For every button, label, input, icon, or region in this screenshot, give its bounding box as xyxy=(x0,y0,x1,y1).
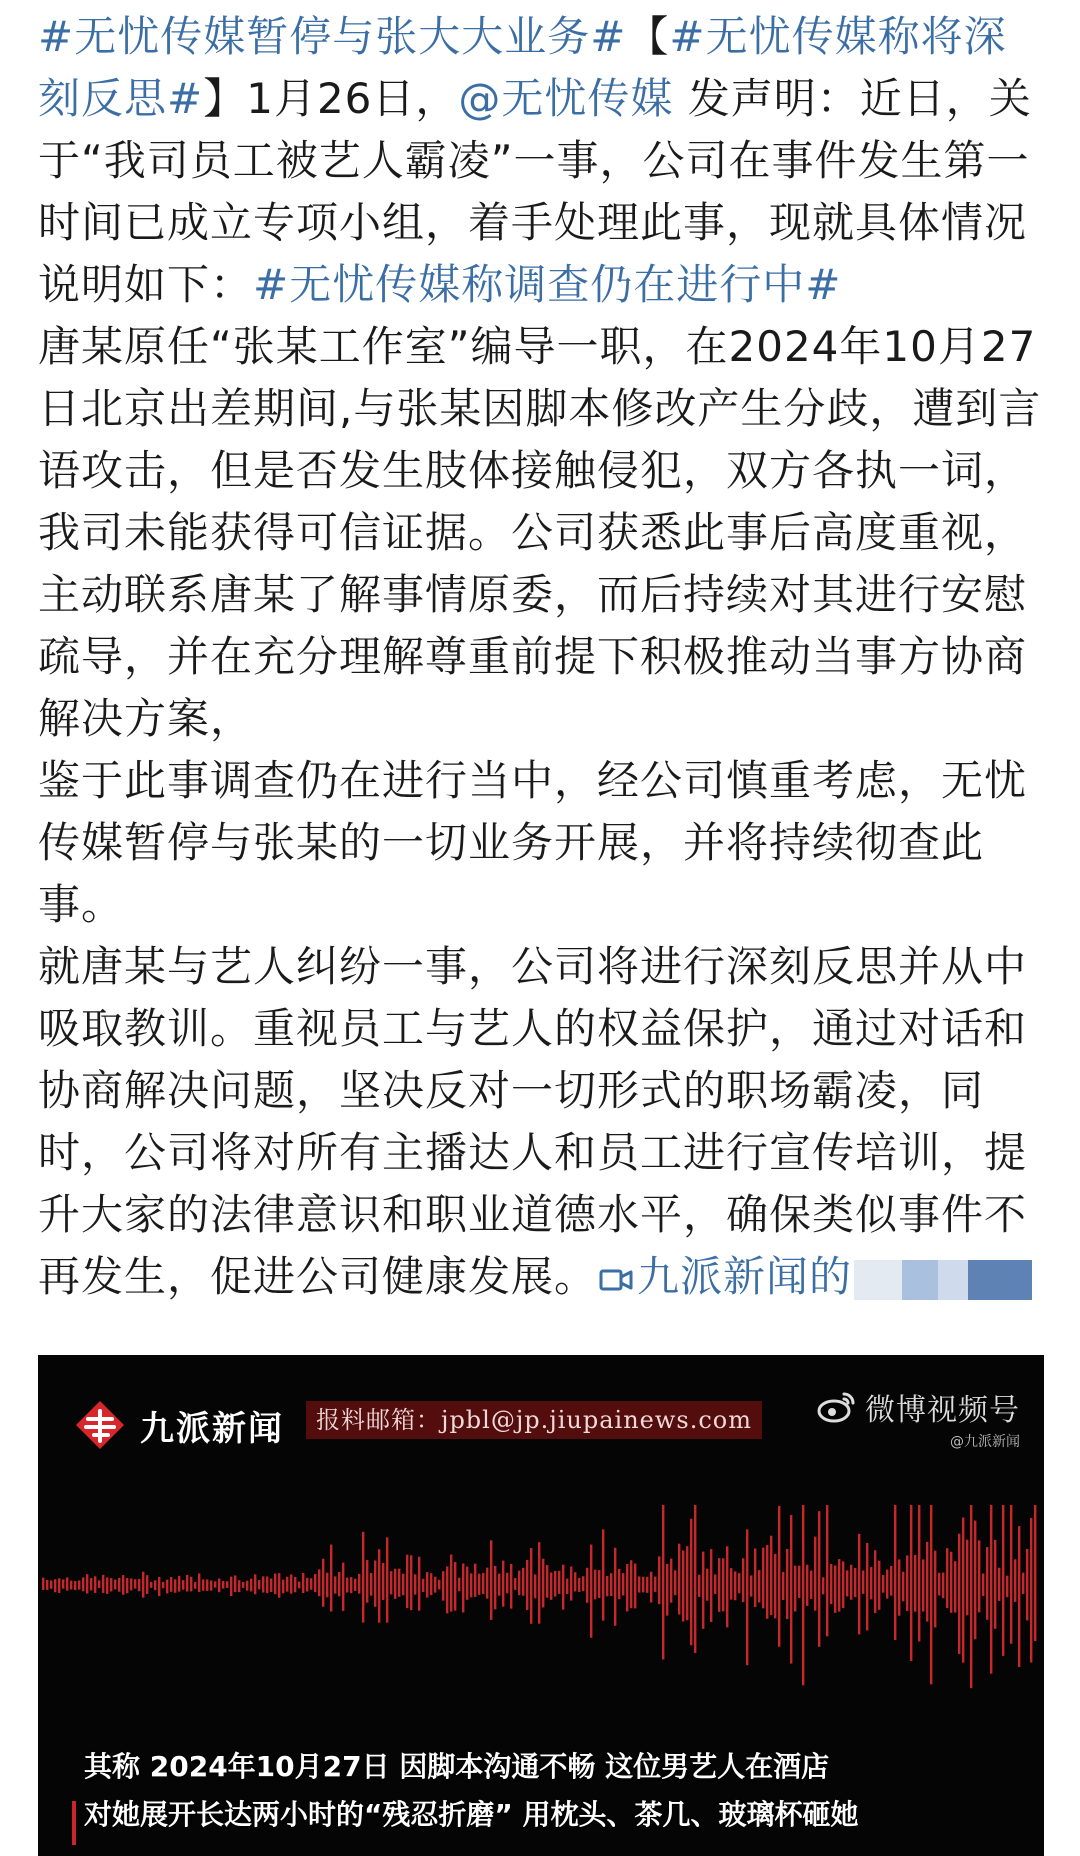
waveform-bar xyxy=(362,1532,364,1623)
waveform-bar xyxy=(306,1578,308,1592)
waveform-bar xyxy=(786,1549,788,1619)
waveform-bar xyxy=(278,1573,280,1598)
waveform-bar xyxy=(918,1505,920,1641)
waveform-bar xyxy=(634,1564,636,1609)
waveform-bar xyxy=(974,1521,976,1640)
waveform-bar xyxy=(726,1546,728,1627)
waveform-bar xyxy=(434,1577,436,1593)
waveform-bar xyxy=(262,1576,264,1592)
post-paragraph-3-text: 就唐某与艺人纠纷一事，公司将进行深刻反思并从中吸取教训。重视员工与艺人的权益保护，通过对话和协商解决问题，坚决反对一切形式的职场霸凌，同时，公司将对所有主播达人和员工进行宣传培训，提升大家的法律意识和职业道德水平，确保类似事件不再发生，促进公司健康发展。 xyxy=(38,942,1028,1301)
post-date: 1月26日， xyxy=(246,74,459,123)
waveform-bar xyxy=(950,1552,952,1613)
waveform-bar xyxy=(1022,1573,1024,1594)
waveform-bar xyxy=(134,1579,136,1588)
waveform-bar xyxy=(142,1572,144,1598)
waveform-bar xyxy=(346,1578,348,1593)
waveform-bar xyxy=(502,1561,504,1607)
waveform-bar xyxy=(642,1577,644,1593)
weibo-video-badge xyxy=(817,1385,1020,1451)
waveform-bar xyxy=(86,1574,88,1593)
waveform-bar xyxy=(878,1561,880,1610)
waveform-bar xyxy=(766,1545,768,1619)
waveform-bar xyxy=(238,1580,240,1592)
waveform-bar xyxy=(770,1536,772,1615)
waveform-bar xyxy=(870,1567,872,1599)
subtitle-line-2: 对她展开长达两小时的“残忍折磨” 用枕头、茶几、玻璃杯砸她 xyxy=(84,1798,859,1831)
waveform-bar xyxy=(706,1569,708,1601)
waveform-bar xyxy=(826,1505,828,1636)
tip-email-banner: 报料邮箱：jpbl@jp.jiupainews.com xyxy=(306,1401,762,1439)
waveform-bar xyxy=(798,1566,800,1598)
waveform-bar xyxy=(962,1518,964,1663)
waveform-bar xyxy=(610,1573,612,1596)
waveform-bar xyxy=(286,1577,288,1592)
waveform-bar xyxy=(902,1572,904,1602)
waveform-bar xyxy=(406,1555,408,1608)
waveform-bar xyxy=(890,1566,892,1596)
waveform-bar xyxy=(298,1582,300,1589)
waveform-bar xyxy=(666,1564,668,1616)
waveform-bar xyxy=(458,1578,460,1591)
waveform-bar xyxy=(122,1575,124,1595)
waveform-bars xyxy=(42,1505,1036,1688)
waveform-bar xyxy=(282,1580,284,1594)
waveform-bar xyxy=(538,1542,540,1624)
waveform-bar xyxy=(506,1573,508,1593)
waveform-bar xyxy=(402,1574,404,1596)
waveform-bar xyxy=(78,1580,80,1589)
waveform-bar xyxy=(58,1578,60,1593)
waveform-bar xyxy=(194,1582,196,1589)
waveform-bar xyxy=(690,1519,692,1645)
waveform-bar xyxy=(986,1547,988,1620)
waveform-bar xyxy=(586,1568,588,1603)
waveform-bar xyxy=(274,1574,276,1595)
waveform-bar xyxy=(674,1570,676,1595)
waveform-bar xyxy=(70,1581,72,1590)
waveform-bar xyxy=(658,1556,660,1604)
video-logo-text: 九派新闻 xyxy=(140,1408,284,1449)
weibo-video-label: 微博视频号 xyxy=(865,1393,1020,1428)
waveform-bar xyxy=(994,1540,996,1629)
waveform-bar xyxy=(486,1568,488,1599)
waveform-bar xyxy=(130,1578,132,1590)
waveform-bar xyxy=(774,1554,776,1618)
waveform-bar xyxy=(438,1580,440,1590)
waveform-bar xyxy=(50,1580,52,1588)
waveform-bar xyxy=(178,1576,180,1592)
waveform-bar xyxy=(778,1506,780,1647)
waveform-bar xyxy=(570,1567,572,1601)
waveform-bar xyxy=(250,1579,252,1592)
waveform-bar xyxy=(390,1571,392,1594)
waveform-bar xyxy=(654,1577,656,1592)
waveform-bar xyxy=(910,1505,912,1661)
waveform-bar xyxy=(46,1580,48,1590)
waveform-bar xyxy=(254,1574,256,1594)
waveform-bar xyxy=(942,1573,944,1599)
waveform-bar xyxy=(714,1574,716,1593)
waveform-bar xyxy=(518,1571,520,1595)
waveform-bar xyxy=(758,1570,760,1602)
waveform-bar xyxy=(210,1580,212,1590)
waveform-bar xyxy=(626,1564,628,1611)
waveform-bar xyxy=(414,1574,416,1594)
waveform-bar xyxy=(818,1511,820,1647)
waveform-bar xyxy=(94,1576,96,1593)
mention-link[interactable]: @无忧传媒 xyxy=(458,74,674,123)
waveform-bar xyxy=(66,1577,68,1590)
waveform-bar xyxy=(906,1555,908,1611)
waveform-bar xyxy=(746,1529,748,1665)
waveform-bar xyxy=(730,1568,732,1599)
waveform-bar xyxy=(650,1572,652,1603)
waveform-bar xyxy=(514,1578,516,1590)
post-intro-text: 发声明：近日，关于“我司员工被艺人霸凌”一事，公司在事件发生第一时间已成立专项小组，着手处理此事，现就具体情况说明如下： xyxy=(38,74,1032,309)
waveform-bar xyxy=(646,1577,648,1593)
waveform-bar xyxy=(698,1575,700,1597)
waveform-bar xyxy=(170,1577,172,1592)
waveform-bar xyxy=(266,1577,268,1594)
waveform-bar xyxy=(822,1577,824,1594)
waveform-bar xyxy=(270,1578,272,1591)
jiupai-logo-icon xyxy=(72,1397,128,1453)
waveform-bar xyxy=(790,1515,792,1664)
waveform-bar xyxy=(554,1571,556,1597)
waveform-bar xyxy=(1034,1505,1036,1641)
waveform-bar xyxy=(934,1551,936,1628)
waveform-bar xyxy=(474,1564,476,1597)
waveform-bar xyxy=(214,1581,216,1587)
waveform-bar xyxy=(294,1577,296,1592)
waveform-bar xyxy=(430,1573,432,1595)
video-subtitles xyxy=(84,1743,859,1839)
waveform-bar xyxy=(894,1505,896,1640)
waveform-bar xyxy=(1030,1518,1032,1663)
waveform-bar xyxy=(582,1576,584,1591)
waveform-bar xyxy=(366,1560,368,1603)
post-paragraph-1: 唐某原任“张某工作室”编导一职，在2024年10月27日北京出差期间,与张某因脚本修改产生分歧，遭到言语攻击，但是否发生肢体接触侵犯，双方各执一词，我司未能获得可信证据。公司获悉此事后高度重视，主动联系唐某了解事情原委，而后持续对其进行安慰疏导，并在充分理解尊重前提下积极推动当事方协商解决方案， xyxy=(38,322,1042,743)
waveform-bar xyxy=(662,1505,664,1659)
weibo-account: @九派新闻 xyxy=(950,1434,1020,1450)
waveform-bar xyxy=(358,1574,360,1594)
waveform-bar xyxy=(118,1578,120,1592)
waveform-bar xyxy=(834,1566,836,1613)
waveform-bar xyxy=(498,1574,500,1596)
waveform-bar xyxy=(82,1577,84,1591)
waveform-bar xyxy=(494,1566,496,1609)
waveform-bar xyxy=(590,1545,592,1638)
waveform-bar xyxy=(922,1559,924,1611)
waveform-bar xyxy=(566,1579,568,1594)
waveform-bar xyxy=(606,1576,608,1596)
waveform-bar xyxy=(838,1559,840,1612)
waveform-bar xyxy=(998,1568,1000,1601)
waveform-bar xyxy=(166,1580,168,1594)
waveform-bar xyxy=(422,1579,424,1592)
waveform-bar xyxy=(614,1548,616,1626)
waveform-bar xyxy=(630,1560,632,1608)
waveform-bar xyxy=(218,1579,220,1593)
waveform-bar xyxy=(882,1575,884,1593)
waveform-bar xyxy=(638,1576,640,1592)
waveform-bar xyxy=(174,1579,176,1592)
waveform-bar xyxy=(454,1562,456,1611)
waveform-bar xyxy=(1002,1505,1004,1656)
waveform-bar xyxy=(522,1568,524,1596)
waveform-bar xyxy=(54,1579,56,1592)
waveform-bar xyxy=(98,1580,100,1588)
waveform-bar xyxy=(158,1577,160,1596)
waveform-bar xyxy=(682,1550,684,1621)
waveform-bar xyxy=(342,1563,344,1611)
waveform-bar xyxy=(810,1571,812,1599)
waveform-bar xyxy=(898,1559,900,1615)
waveform-bar xyxy=(558,1571,560,1594)
waveform-bar xyxy=(830,1564,832,1604)
waveform-bar xyxy=(446,1567,448,1614)
waveform-bar xyxy=(234,1575,236,1592)
waveform-bar xyxy=(598,1570,600,1598)
video-player[interactable] xyxy=(38,1355,1044,1856)
waveform-bar xyxy=(470,1573,472,1597)
waveform-bar xyxy=(198,1573,200,1592)
waveform-bar xyxy=(162,1582,164,1588)
video-source-link-text[interactable]: 九派新闻的 xyxy=(637,1252,853,1301)
waveform-bar xyxy=(858,1534,860,1634)
waveform-bar xyxy=(138,1579,140,1591)
waveform-bar xyxy=(1014,1559,1016,1602)
waveform-bar xyxy=(330,1545,332,1612)
video-link-icon xyxy=(599,1267,633,1293)
subtitle-accent-bar xyxy=(72,1801,76,1845)
waveform-bar xyxy=(862,1570,864,1593)
waveform-bar xyxy=(426,1572,428,1598)
waveform-bar xyxy=(322,1559,324,1607)
waveform-bar xyxy=(734,1571,736,1600)
waveform-bar xyxy=(190,1577,192,1592)
waveform-bar xyxy=(418,1557,420,1611)
waveform-bar xyxy=(110,1578,112,1591)
waveform-bar xyxy=(202,1579,204,1590)
waveform-bar xyxy=(750,1575,752,1596)
subtitle-line-1: 其称 2024年10月27日 因脚本沟通不畅 这位男艺人在酒店 xyxy=(84,1750,830,1783)
waveform-bar xyxy=(722,1558,724,1611)
waveform-bar xyxy=(290,1574,292,1593)
waveform-bar xyxy=(114,1580,116,1590)
waveform-bar xyxy=(530,1548,532,1624)
waveform-bar xyxy=(814,1537,816,1611)
waveform-bar xyxy=(850,1565,852,1600)
waveform-bar xyxy=(394,1569,396,1599)
waveform-bar xyxy=(802,1505,804,1685)
waveform-bar xyxy=(710,1549,712,1622)
waveform-bar xyxy=(678,1544,680,1615)
waveform-bar xyxy=(762,1548,764,1609)
waveform-bar xyxy=(874,1550,876,1613)
waveform-bar xyxy=(466,1567,468,1600)
waveform-bar xyxy=(966,1540,968,1616)
hashtag-investigation[interactable]: #无忧传媒称调查仍在进行中# xyxy=(253,260,842,309)
waveform-bar xyxy=(670,1559,672,1603)
waveform-bar xyxy=(886,1570,888,1599)
post-body xyxy=(38,6,1048,1308)
waveform-bar xyxy=(958,1534,960,1654)
waveform-bar xyxy=(526,1560,528,1610)
waveform-bar xyxy=(602,1529,604,1620)
waveform-bar xyxy=(334,1576,336,1593)
waveform-bar xyxy=(310,1578,312,1589)
waveform-bar xyxy=(510,1564,512,1609)
waveform-bar xyxy=(686,1546,688,1620)
waveform-bar xyxy=(990,1505,992,1674)
waveform-bar xyxy=(246,1581,248,1591)
waveform-bar xyxy=(258,1580,260,1589)
jiupai-logo xyxy=(72,1397,284,1453)
waveform-bar xyxy=(1018,1526,1020,1667)
waveform-bar xyxy=(866,1543,868,1630)
waveform-bar xyxy=(546,1565,548,1598)
waveform-bar xyxy=(126,1578,128,1593)
waveform-bar xyxy=(618,1569,620,1599)
waveform-bar xyxy=(574,1572,576,1591)
video-source-link[interactable] xyxy=(597,1252,852,1301)
waveform-bar xyxy=(926,1542,928,1622)
bracket-close: 】 xyxy=(203,74,247,123)
waveform-bar xyxy=(326,1573,328,1598)
waveform-bar xyxy=(978,1540,980,1612)
waveform-bar xyxy=(754,1549,756,1607)
waveform-bar xyxy=(182,1580,184,1590)
waveform-bar xyxy=(842,1561,844,1608)
waveform-bar xyxy=(450,1555,452,1612)
waveform-bar xyxy=(62,1579,64,1588)
waveform-bar xyxy=(854,1568,856,1597)
waveform-bar xyxy=(982,1574,984,1597)
waveform-bar xyxy=(226,1581,228,1588)
waveform-bar xyxy=(550,1573,552,1600)
waveform-bar xyxy=(74,1581,76,1590)
waveform-bar xyxy=(478,1574,480,1595)
bracket-open: 【 xyxy=(626,12,670,61)
waveform-bar xyxy=(354,1579,356,1591)
waveform-bar xyxy=(938,1573,940,1596)
waveform-bar xyxy=(378,1549,380,1622)
waveform-bar xyxy=(206,1579,208,1591)
waveform-bar xyxy=(594,1570,596,1600)
waveform-bar xyxy=(718,1558,720,1612)
waveform-bar xyxy=(150,1582,152,1588)
post-paragraph-3 xyxy=(38,936,1048,1308)
waveform-bar xyxy=(338,1572,340,1596)
waveform-bar xyxy=(970,1505,972,1688)
waveform-bar xyxy=(154,1580,156,1590)
waveform-bar xyxy=(386,1537,388,1622)
waveform-bar xyxy=(622,1573,624,1595)
waveform-bar xyxy=(90,1578,92,1590)
waveform-bar xyxy=(42,1578,44,1590)
waveform-bar xyxy=(490,1540,492,1620)
waveform-bar xyxy=(102,1575,104,1593)
post-paragraph-2: 鉴于此事调查仍在进行当中，经公司慎重考虑，无忧传媒暂停与张某的一切业务开展，并将持续彻查此事。 xyxy=(38,756,1028,929)
waveform-bar xyxy=(738,1573,740,1593)
waveform-bar xyxy=(350,1577,352,1593)
waveform-bar xyxy=(146,1575,148,1594)
hashtag-title[interactable]: #无忧传媒暂停与张大大业务# xyxy=(38,12,627,61)
audio-waveform xyxy=(38,1505,1044,1745)
waveform-bar xyxy=(398,1569,400,1597)
waveform-bar xyxy=(806,1565,808,1606)
waveform-bar xyxy=(462,1564,464,1613)
waveform-bar xyxy=(374,1560,376,1606)
waveform-bar xyxy=(186,1575,188,1592)
post-paragraph-intro xyxy=(38,6,1048,316)
waveform-bar xyxy=(954,1561,956,1612)
waveform-bar xyxy=(106,1577,108,1593)
waveform-bar xyxy=(702,1552,704,1629)
weibo-icon xyxy=(817,1390,857,1424)
waveform-bar xyxy=(1010,1505,1012,1644)
waveform-bar xyxy=(302,1573,304,1593)
waveform-bar xyxy=(382,1563,384,1600)
waveform-bar xyxy=(694,1505,696,1653)
waveform-bar xyxy=(578,1578,580,1592)
waveform-bar xyxy=(1006,1576,1008,1597)
waveform-bar xyxy=(482,1573,484,1594)
waveform-bar xyxy=(794,1566,796,1612)
redacted-username xyxy=(854,1260,1032,1300)
waveform-bar xyxy=(742,1558,744,1602)
waveform-bar xyxy=(318,1569,320,1596)
waveform-bar xyxy=(542,1559,544,1608)
waveform-bar xyxy=(314,1574,316,1592)
waveform-bar xyxy=(534,1574,536,1598)
waveform-bar xyxy=(914,1555,916,1612)
waveform-bar xyxy=(846,1570,848,1596)
waveform-bar xyxy=(782,1572,784,1600)
hashtag-reflect[interactable]: #无忧传媒称将深刻反思# xyxy=(38,12,1007,123)
waveform-bar xyxy=(370,1573,372,1596)
waveform-bar xyxy=(410,1555,412,1610)
waveform-bar xyxy=(562,1565,564,1610)
waveform-bar xyxy=(222,1581,224,1589)
waveform-bar xyxy=(946,1548,948,1608)
waveform-bar xyxy=(242,1582,244,1588)
waveform-bar xyxy=(1026,1549,1028,1621)
waveform-bar xyxy=(230,1577,232,1596)
waveform-bar xyxy=(442,1571,444,1600)
waveform-bar xyxy=(930,1505,932,1684)
